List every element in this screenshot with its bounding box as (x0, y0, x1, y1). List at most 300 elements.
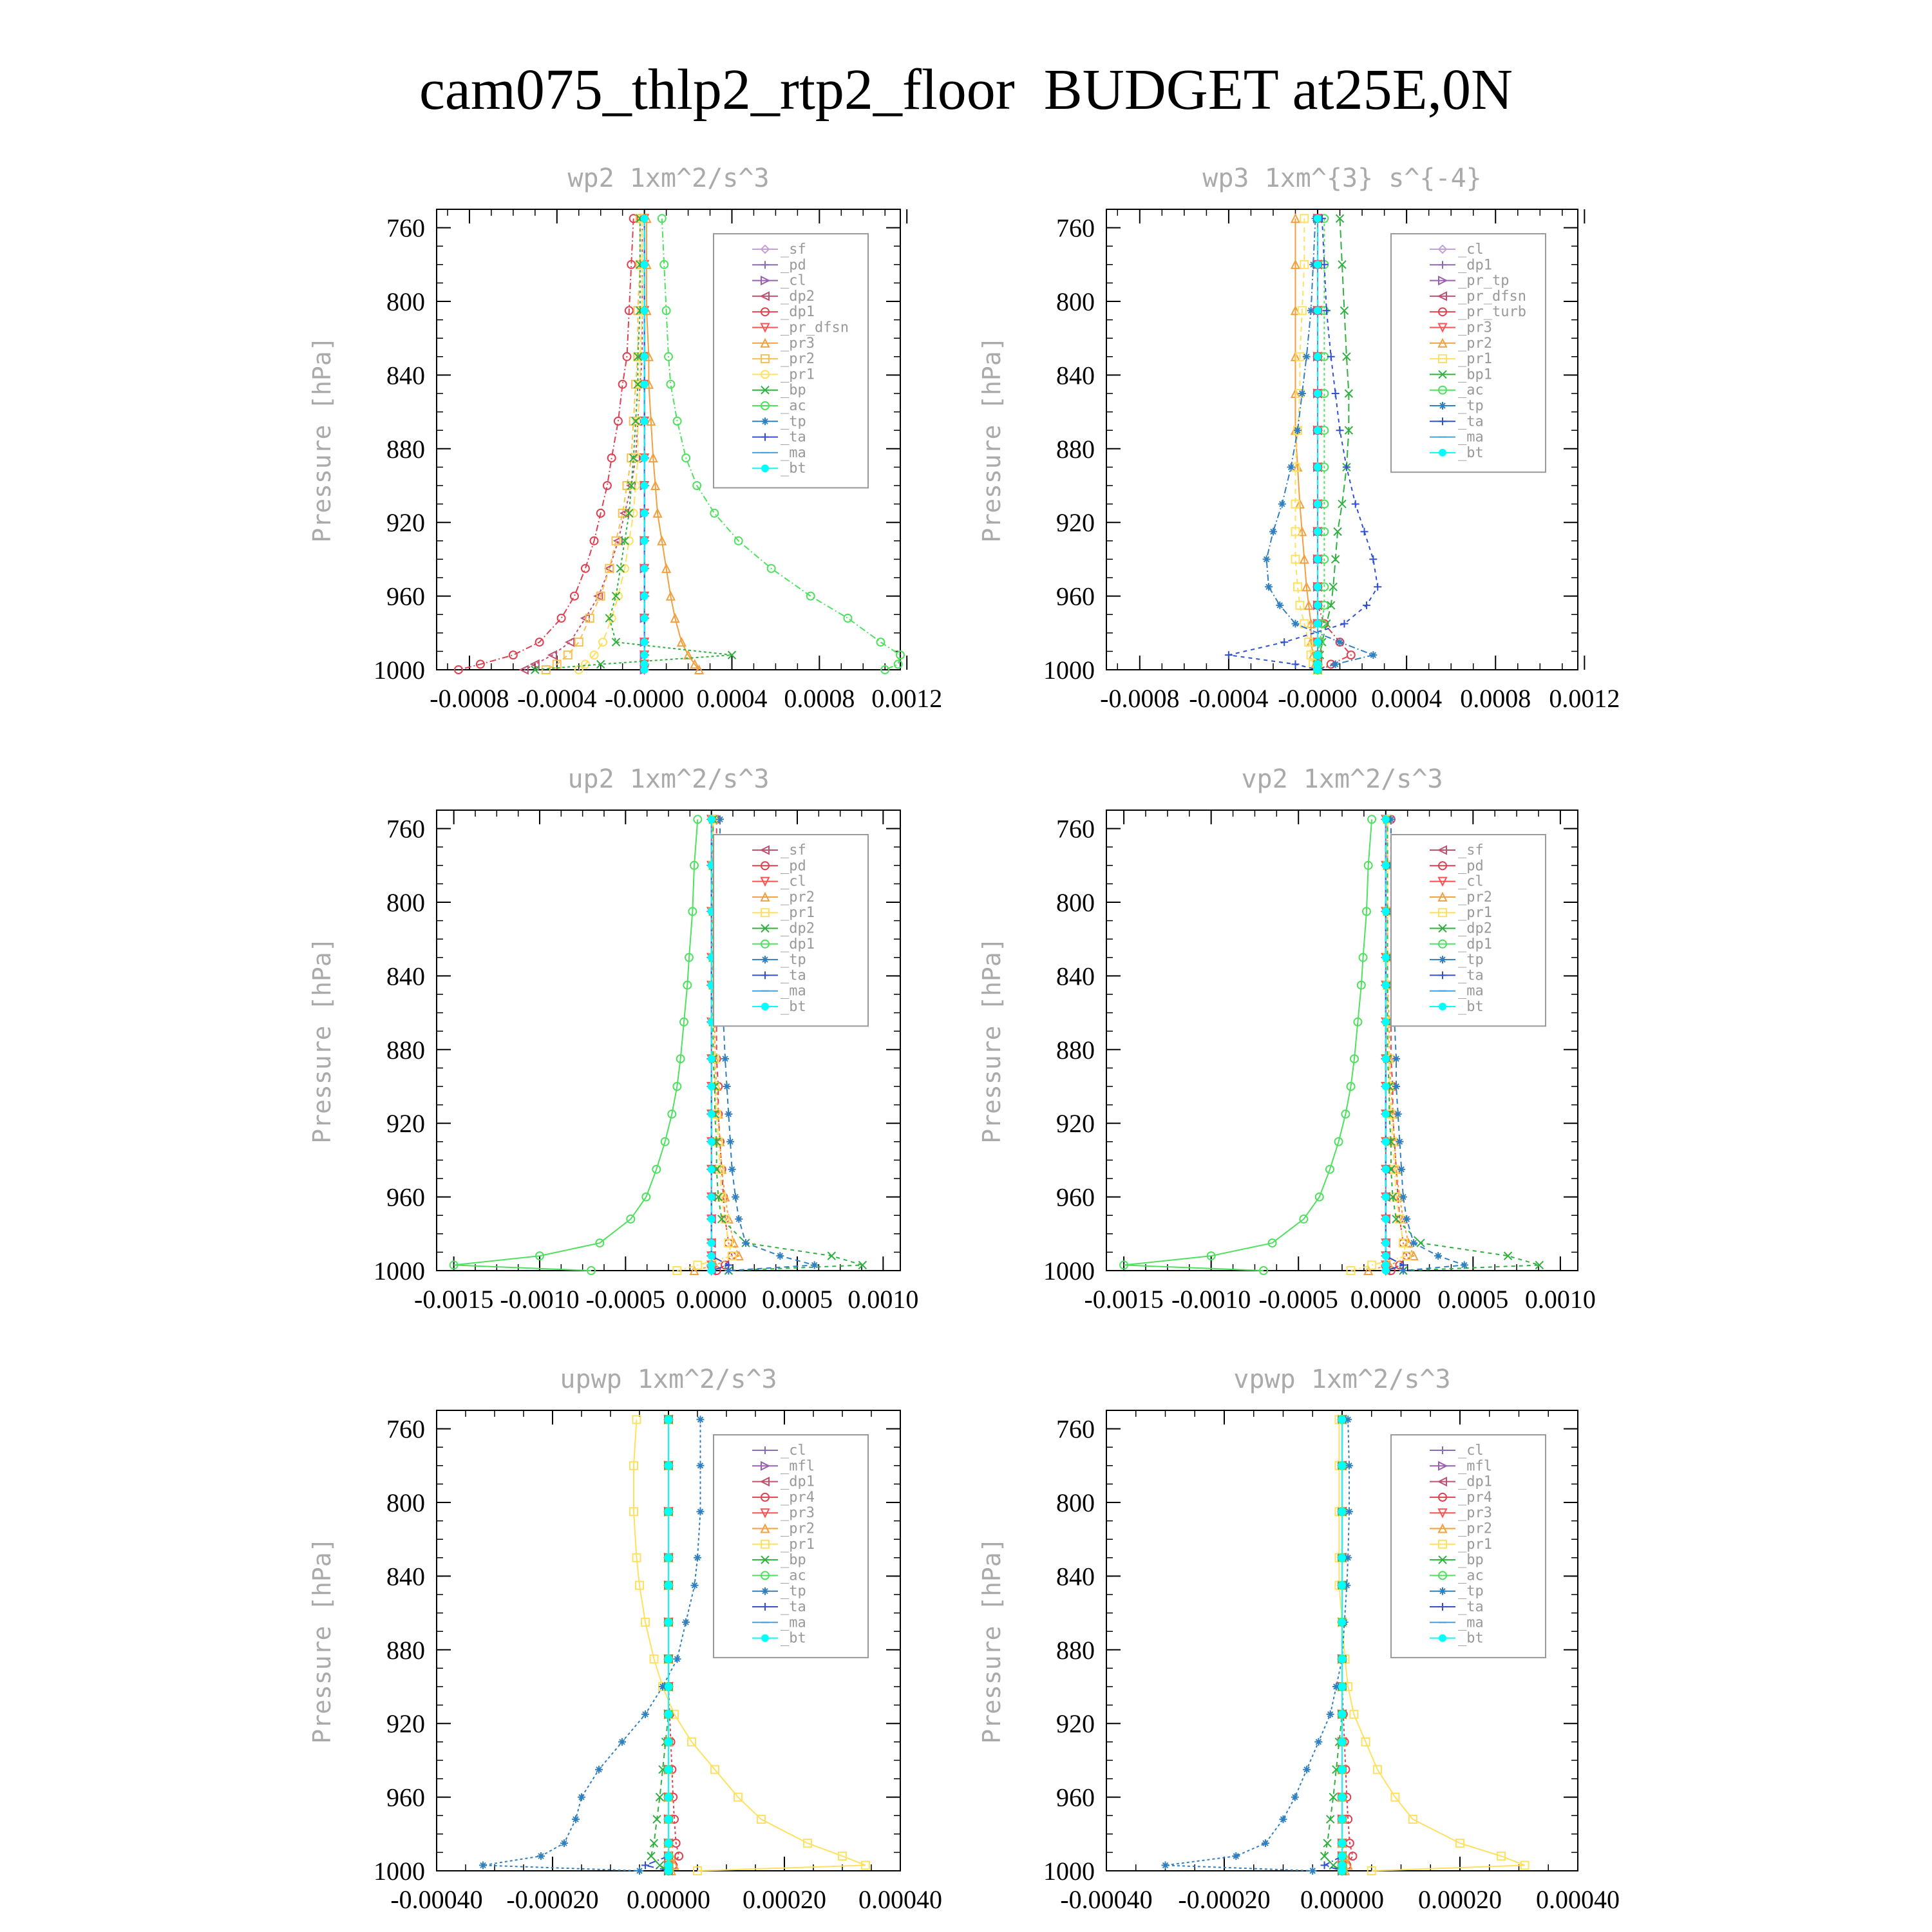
data-point (1338, 1794, 1346, 1801)
legend-label: _pr_dfsn (781, 319, 849, 336)
y-tick-label: 960 (386, 1182, 425, 1212)
data-point (697, 1508, 705, 1515)
legend-label: _cl (1458, 242, 1484, 258)
y-tick-label: 840 (386, 361, 425, 390)
legend-label: _pd (781, 257, 806, 274)
legend-label: _sf (1458, 842, 1484, 858)
chart-title: wp3 1xm^{3} s^{-4} (1202, 164, 1482, 193)
data-point (665, 1766, 672, 1774)
legend-label: _pr3 (781, 335, 815, 352)
data-point (1162, 1861, 1170, 1869)
data-point (1276, 601, 1283, 609)
data-point (708, 1083, 715, 1090)
y-tick-label: 920 (386, 1109, 425, 1139)
x-tick-label: -0.0010 (1171, 1285, 1251, 1314)
legend-label: _pr2 (781, 351, 815, 368)
data-point (1314, 426, 1321, 434)
legend-label: _cl (1458, 873, 1484, 890)
x-tick-label: 0.0004 (1371, 684, 1443, 713)
legend-label: _bt (781, 999, 806, 1015)
data-point (708, 1110, 715, 1118)
data-point (641, 509, 649, 517)
legend-label: _cl (781, 873, 806, 890)
data-point (1314, 353, 1321, 361)
data-point (616, 565, 624, 573)
data-point (691, 1582, 699, 1589)
legend-label: _mfl (781, 1458, 815, 1475)
data-point (1417, 1239, 1425, 1247)
x-tick-label: 0.0005 (762, 1285, 833, 1314)
y-tick-label: 840 (386, 1562, 425, 1591)
legend-label: _ac (781, 1567, 806, 1584)
y-tick-label: 760 (386, 814, 425, 844)
data-point (1263, 555, 1271, 563)
data-point (1338, 1582, 1346, 1589)
data-point (572, 1815, 580, 1823)
x-tick-label: 0.00020 (743, 1885, 826, 1914)
data-point (1439, 1003, 1446, 1010)
data-point (665, 1416, 672, 1423)
chart-title: upwp 1xm^2/s^3 (560, 1365, 777, 1394)
legend-label: _sf (781, 242, 806, 258)
data-point (1382, 1267, 1390, 1274)
y-tick-label: 800 (386, 1488, 425, 1517)
x-tick-label: 0.0012 (1549, 684, 1620, 713)
y-tick-label: 960 (1056, 582, 1095, 611)
data-point (1382, 1215, 1390, 1223)
data-point (1439, 1634, 1446, 1642)
series-line (1124, 819, 1372, 1271)
y-tick-label: 920 (1056, 508, 1095, 538)
data-point (1382, 1193, 1390, 1201)
legend-label: _ta (781, 429, 806, 446)
series-tp (479, 1416, 705, 1875)
data-point (1321, 1861, 1329, 1869)
data-point (641, 214, 649, 222)
data-point (1314, 666, 1321, 674)
data-point (479, 1861, 487, 1869)
data-point (1369, 651, 1377, 659)
legend-label: _pr1 (781, 1536, 815, 1553)
x-tick-label: -0.0000 (604, 684, 685, 713)
legend-label: _pr2 (1458, 889, 1492, 905)
data-point (1338, 1655, 1346, 1663)
series-line (454, 819, 698, 1271)
data-point (665, 1710, 672, 1718)
series-line (647, 218, 699, 670)
data-point (1382, 1110, 1390, 1118)
y-tick-label: 800 (1056, 1488, 1095, 1517)
data-point (641, 537, 649, 545)
legend-label: _pr3 (781, 1505, 815, 1522)
data-point (1352, 500, 1359, 508)
y-axis-label: Pressure [hPa] (978, 1537, 1006, 1744)
y-tick-label: 760 (1056, 814, 1095, 844)
legend-label: _dp1 (781, 936, 815, 952)
legend-label: _pr1 (1458, 1536, 1492, 1553)
data-point (708, 815, 715, 823)
data-point (728, 1166, 736, 1173)
x-tick-label: -0.0015 (414, 1285, 494, 1314)
data-point (1291, 1794, 1299, 1801)
legend-label: _pr1 (1458, 351, 1492, 368)
data-point (1382, 907, 1390, 915)
y-tick-label: 960 (1056, 1182, 1095, 1212)
y-tick-label: 1000 (1043, 656, 1095, 685)
data-point (1314, 638, 1321, 646)
x-tick-label: -0.0005 (1258, 1285, 1338, 1314)
data-point (560, 1839, 568, 1847)
y-tick-label: 840 (386, 961, 425, 991)
data-point (1361, 528, 1368, 536)
legend-label: _pr_tp (1458, 272, 1510, 289)
legend-label: _dp1 (1458, 936, 1492, 952)
x-tick-label: 0.00000 (1300, 1885, 1384, 1914)
series-ta (641, 1416, 672, 1875)
legend-label: _bp1 (1458, 366, 1492, 383)
data-point (1327, 1710, 1334, 1718)
data-point (1338, 1683, 1346, 1690)
legend-label: _bt (1458, 1630, 1484, 1647)
data-point (1314, 555, 1321, 563)
x-tick-label: 0.00040 (1536, 1885, 1620, 1914)
data-point (641, 565, 649, 573)
data-point (641, 381, 649, 388)
data-point (1338, 1867, 1346, 1875)
data-point (1314, 214, 1321, 222)
data-point (1314, 583, 1321, 591)
data-point (665, 1852, 672, 1860)
x-tick-label: -0.0015 (1084, 1285, 1164, 1314)
data-point (761, 1003, 769, 1010)
y-tick-label: 880 (386, 434, 425, 464)
x-tick-label: 0.0004 (696, 684, 768, 713)
legend-label: _ac (1458, 382, 1484, 399)
y-axis-label: Pressure [hPa] (308, 937, 336, 1144)
data-point (641, 1861, 649, 1869)
data-point (595, 1766, 603, 1774)
legend-label: _dp1 (781, 304, 815, 321)
legend (1391, 1435, 1546, 1658)
x-tick-label: -0.0005 (585, 1285, 665, 1314)
data-point (776, 1252, 784, 1260)
y-tick-label: 960 (1056, 1783, 1095, 1812)
data-point (665, 1794, 672, 1801)
x-tick-label: -0.0008 (430, 684, 509, 713)
legend-label: _ta (1458, 967, 1484, 984)
legend-label: _pr_turb (1458, 304, 1526, 321)
y-tick-label: 840 (1056, 961, 1095, 991)
data-point (1332, 660, 1340, 668)
series-line (524, 218, 642, 670)
legend-label: _cl (1458, 1443, 1484, 1459)
data-point (636, 1867, 643, 1875)
data-point (1314, 390, 1321, 397)
data-point (665, 1655, 672, 1663)
data-point (1338, 1618, 1346, 1626)
legend-label: _ma (781, 1615, 806, 1631)
data-point (1314, 463, 1321, 471)
data-point (641, 482, 649, 489)
data-point (1314, 620, 1321, 628)
x-tick-label: -0.00040 (1060, 1885, 1153, 1914)
legend-label: _tp (781, 1583, 806, 1600)
x-tick-label: 0.0005 (1437, 1285, 1509, 1314)
y-tick-label: 920 (386, 508, 425, 538)
data-point (1338, 1839, 1346, 1847)
legend-label: _bt (1458, 444, 1484, 461)
x-tick-label: 0.0010 (1524, 1285, 1596, 1314)
legend (714, 1435, 868, 1658)
legend-label: _pr3 (1458, 1505, 1492, 1522)
data-point (723, 1083, 731, 1090)
data-point (844, 614, 851, 622)
x-tick-label: -0.0010 (500, 1285, 580, 1314)
data-point (1369, 555, 1377, 563)
chart-panel-5 (308, 1365, 942, 1914)
series-dp1 (450, 815, 702, 1274)
legend-label: _bp (781, 382, 806, 399)
data-point (710, 509, 718, 517)
series-pr2 (1338, 1416, 1352, 1875)
data-point (1265, 583, 1273, 591)
series-line (1166, 1419, 1349, 1871)
legend-label: _pd (781, 858, 806, 875)
series-line (668, 1419, 679, 1871)
legend-label: _pr1 (781, 905, 815, 922)
data-point (1303, 1766, 1311, 1774)
data-point (641, 353, 649, 361)
legend-label: _dp2 (1458, 920, 1492, 937)
data-point (1382, 1083, 1390, 1090)
legend-label: _pr2 (1458, 335, 1492, 352)
data-point (641, 307, 649, 314)
data-point (641, 638, 649, 646)
legend-label: _pr2 (781, 889, 815, 905)
data-point (761, 1634, 769, 1642)
data-point (1280, 638, 1288, 646)
x-tick-label: -0.0004 (1189, 684, 1269, 713)
data-point (708, 1239, 715, 1247)
legend-label: _pr1 (781, 366, 815, 383)
y-tick-label: 800 (1056, 287, 1095, 316)
y-tick-label: 760 (1056, 213, 1095, 243)
series-pr3 (643, 214, 703, 674)
data-point (1338, 1462, 1346, 1470)
data-point (1314, 651, 1321, 659)
legend-label: _pr2 (1458, 1520, 1492, 1537)
chart-panel-6 (978, 1365, 1620, 1914)
y-tick-label: 760 (386, 213, 425, 243)
legend-label: _ta (781, 1599, 806, 1615)
legend-label: _tp (1458, 952, 1484, 969)
legend-label: _pr1 (1458, 905, 1492, 922)
x-tick-label: 0.0012 (871, 684, 943, 713)
data-point (641, 614, 649, 622)
data-point (582, 565, 589, 573)
data-point (641, 417, 649, 425)
y-tick-label: 760 (1056, 1414, 1095, 1444)
data-point (1338, 1710, 1346, 1718)
data-point (1382, 981, 1390, 989)
y-axis-label: Pressure [hPa] (308, 336, 336, 543)
data-point (665, 1815, 672, 1823)
legend (714, 835, 868, 1026)
data-point (682, 1618, 690, 1626)
data-point (708, 1193, 715, 1201)
series-dp1 (455, 214, 638, 674)
legend-label: _tp (1458, 1583, 1484, 1600)
legend-label: _pr_dfsn (1458, 288, 1526, 305)
legend-label: _ta (781, 967, 806, 984)
chart-title: wp2 1xm^2/s^3 (567, 164, 770, 193)
legend-label: _bt (1458, 999, 1484, 1015)
data-point (537, 1852, 545, 1860)
data-point (1382, 1138, 1390, 1146)
data-point (665, 1738, 672, 1746)
legend-label: _pr4 (781, 1489, 815, 1506)
data-point (665, 1508, 672, 1515)
data-point (665, 1554, 672, 1562)
data-point (1314, 601, 1321, 609)
y-tick-label: 880 (1056, 434, 1095, 464)
data-point (1269, 528, 1277, 536)
series-line (483, 1419, 701, 1871)
y-tick-label: 1000 (374, 1256, 425, 1285)
x-tick-label: 0.0008 (1460, 684, 1531, 713)
data-point (721, 1055, 729, 1063)
legend-label: _ac (1458, 1567, 1484, 1584)
x-tick-label: 0.0000 (676, 1285, 747, 1314)
legend-label: _bt (781, 1630, 806, 1647)
data-point (708, 1138, 715, 1146)
legend-label: _pr2 (781, 1520, 815, 1537)
legend-label: _tp (1458, 398, 1484, 414)
legend (1391, 835, 1546, 1026)
data-point (708, 1267, 715, 1274)
data-point (665, 1839, 672, 1847)
data-point (1278, 500, 1286, 508)
data-point (1291, 660, 1299, 668)
legend-label: _pr3 (1458, 319, 1492, 336)
data-point (1338, 1815, 1346, 1823)
legend (1391, 234, 1546, 472)
data-point (1336, 426, 1344, 434)
y-axis-label: Pressure [hPa] (978, 336, 1006, 543)
data-point (641, 454, 649, 462)
series-line (535, 218, 732, 670)
chart-title: up2 1xm^2/s^3 (567, 764, 770, 794)
legend-label: _ma (1458, 429, 1484, 446)
y-axis-label: Pressure [hPa] (308, 1537, 336, 1744)
data-point (1382, 815, 1390, 823)
y-tick-label: 1000 (1043, 1256, 1095, 1285)
data-point (1327, 353, 1335, 361)
data-point (732, 1193, 739, 1201)
data-point (1232, 1852, 1240, 1860)
y-tick-label: 1000 (374, 656, 425, 685)
y-tick-label: 920 (1056, 1109, 1095, 1139)
series-line (459, 218, 634, 670)
data-point (761, 464, 769, 472)
data-point (735, 1215, 743, 1223)
data-point (1410, 1239, 1417, 1247)
legend-label: _pd (1458, 858, 1484, 875)
legend-label: _dp2 (781, 288, 815, 305)
data-point (1309, 1867, 1316, 1875)
legend-label: _ta (1458, 413, 1484, 430)
data-point (708, 1252, 715, 1260)
data-point (726, 1138, 734, 1146)
data-point (641, 666, 649, 674)
x-tick-label: 0.0008 (784, 684, 855, 713)
data-point (724, 1110, 732, 1118)
data-point (1332, 390, 1340, 397)
legend-label: _sf (781, 842, 806, 858)
series-line (651, 1419, 668, 1871)
series-line (645, 1419, 668, 1871)
y-tick-label: 960 (386, 582, 425, 611)
series-dp2 (520, 214, 646, 674)
chart-panel-1 (308, 164, 942, 713)
x-tick-label: -0.00020 (506, 1885, 599, 1914)
data-point (876, 638, 884, 646)
y-tick-label: 840 (1056, 1562, 1095, 1591)
data-point (708, 1215, 715, 1223)
legend-label: _dp1 (1458, 257, 1492, 274)
data-point (1338, 1738, 1346, 1746)
data-point (665, 1683, 672, 1690)
series-pr1 (575, 214, 646, 674)
x-tick-label: -0.0000 (1278, 684, 1358, 713)
legend-label: _pr4 (1458, 1489, 1492, 1506)
series-pr2 (665, 1416, 678, 1875)
legend-label: _dp1 (1458, 1473, 1492, 1490)
data-point (1314, 528, 1321, 536)
data-point (1314, 500, 1321, 508)
data-point (665, 1618, 672, 1626)
data-point (1338, 1554, 1346, 1562)
x-tick-label: 0.0010 (848, 1285, 919, 1314)
data-point (1314, 1738, 1322, 1746)
data-point (641, 651, 649, 659)
data-point (1439, 449, 1446, 457)
data-point (571, 592, 578, 600)
legend-label: _ma (1458, 1615, 1484, 1631)
data-point (1314, 261, 1321, 269)
x-tick-label: 0.00000 (627, 1885, 710, 1914)
data-point (1434, 1252, 1442, 1260)
series-line (546, 218, 640, 670)
data-point (1382, 954, 1390, 961)
data-point (665, 1867, 672, 1875)
y-axis-label: Pressure [hPa] (978, 937, 1006, 1144)
data-point (558, 614, 565, 622)
data-point (509, 651, 517, 659)
data-point (665, 1582, 672, 1589)
legend-label: _tp (781, 952, 806, 969)
x-tick-label: 0.0000 (1350, 1285, 1421, 1314)
series-bt (1314, 214, 1321, 674)
x-tick-label: 0.00020 (1418, 1885, 1502, 1914)
data-point (708, 1166, 715, 1173)
chart-panel-2 (978, 164, 1620, 713)
data-point (858, 1261, 866, 1269)
series-pr4 (1338, 1416, 1356, 1875)
series-bp (531, 214, 736, 674)
data-point (1374, 583, 1381, 591)
y-tick-label: 920 (386, 1709, 425, 1739)
